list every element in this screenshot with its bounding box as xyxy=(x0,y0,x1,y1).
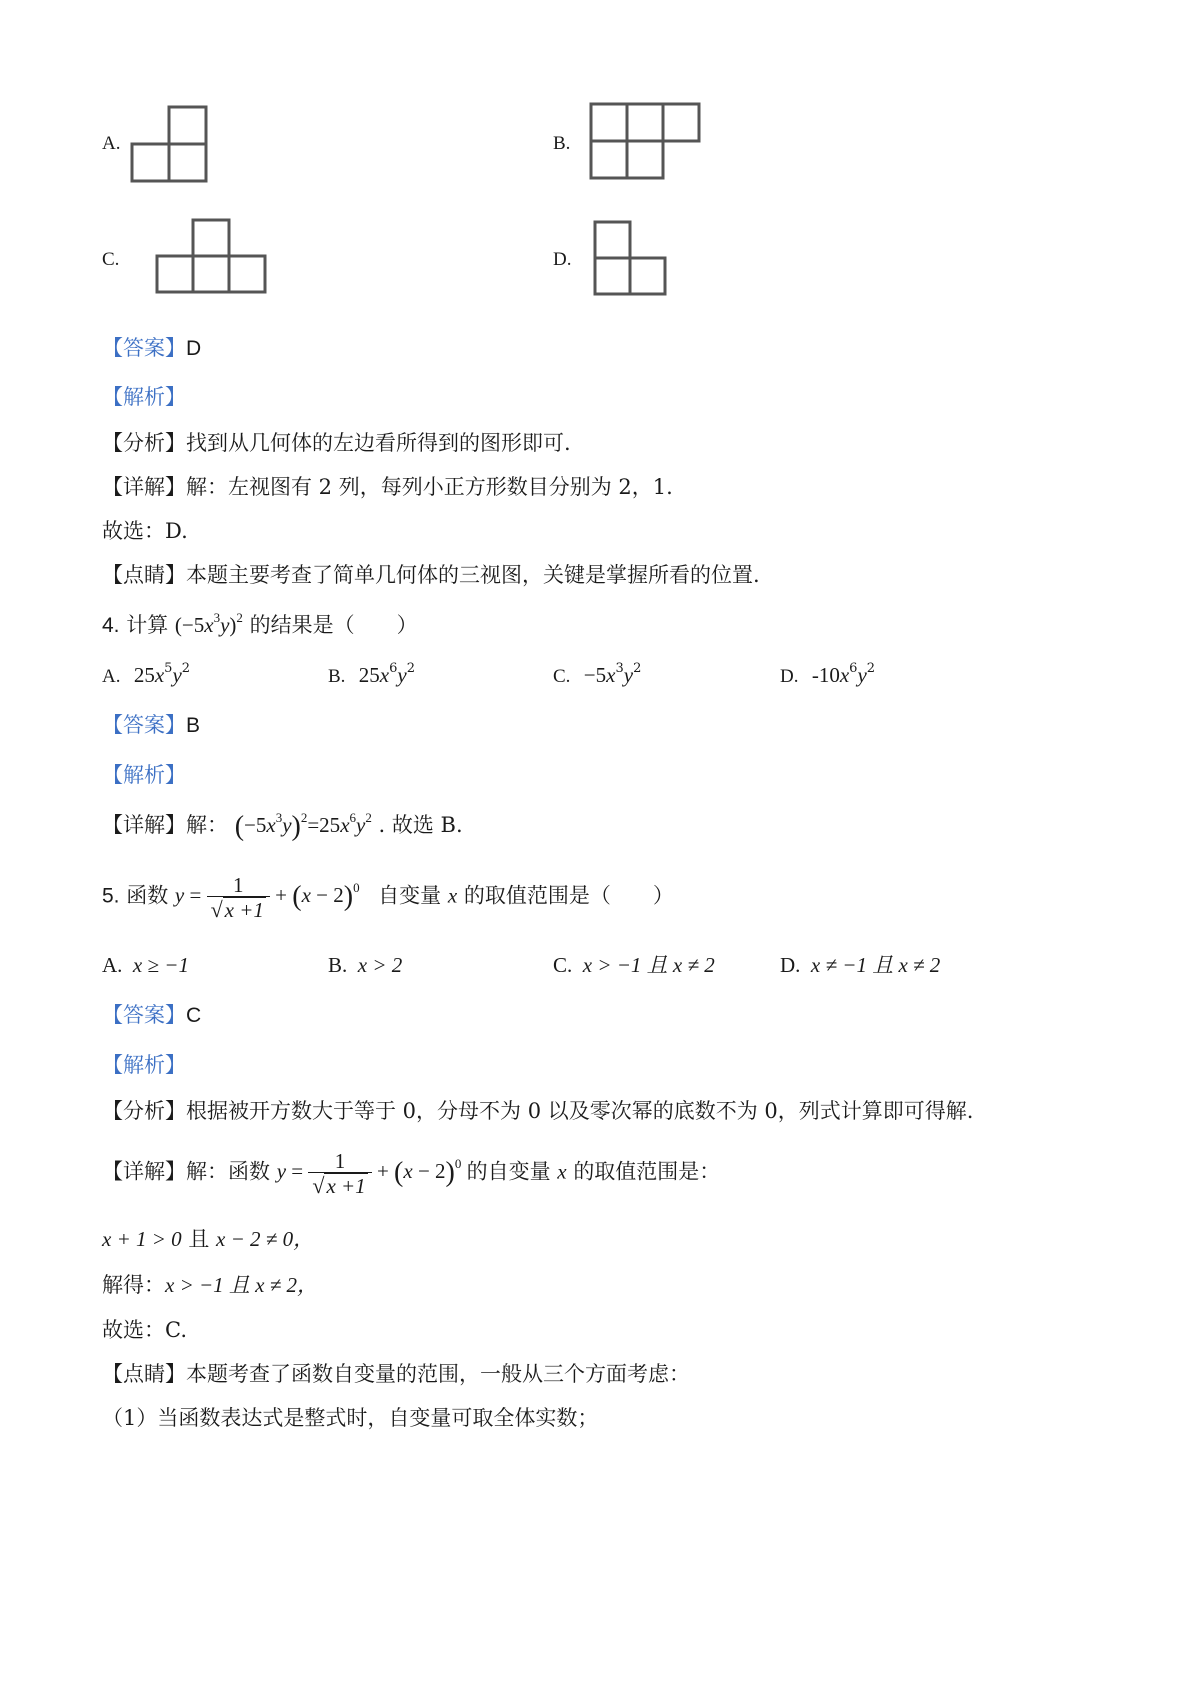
stem-expression: $(-5x^3y)^2$ xyxy=(174,610,243,637)
answer-value: B xyxy=(186,714,201,737)
fenxi-tag: 【分析】 xyxy=(102,1099,186,1123)
q5-answer xyxy=(102,1002,201,1029)
q3-answer xyxy=(102,335,201,362)
q3-dianjing xyxy=(102,562,760,588)
dianjing-tag: 【点睛】 xyxy=(102,1362,186,1386)
q4-option-b: B. $25x^6y^2$ xyxy=(328,661,416,687)
question-number: 5. xyxy=(102,884,120,908)
q3-fenxi xyxy=(102,430,571,456)
answer-tag: 【答案】 xyxy=(102,336,186,360)
q3-figure-b xyxy=(591,104,699,178)
fraction: $\frac{1}{√x +1}$ xyxy=(207,874,270,921)
stem-prefix: 函数 xyxy=(126,883,169,908)
q3-figure-d xyxy=(595,222,665,294)
question-number: 4. xyxy=(102,614,120,637)
answer-tag: 【答案】 xyxy=(102,1003,186,1027)
q4-analysis-tag: 【解析】 xyxy=(102,763,186,787)
xiangjie-tag: 【详解】 xyxy=(102,1159,186,1184)
dianjing-text: 本题主要考查了简单几何体的三视图，关键是掌握所看的位置. xyxy=(186,563,760,587)
answer-value: D xyxy=(186,337,202,360)
q5-point-1: （1）当函数表达式是整式时，自变量可取全体实数； xyxy=(102,1406,599,1430)
q5-option-a: A. x ≥ −1 xyxy=(102,953,189,977)
q5-option-d: D. x ≠ −1 且 x ≠ 2 xyxy=(780,953,941,977)
q3-xiangjie xyxy=(102,474,673,500)
q5-option-b: B. x > 2 xyxy=(328,953,403,977)
fenxi-tag: 【分析】 xyxy=(102,431,186,455)
fraction: $\frac{1}{√x +1}$ xyxy=(308,1150,371,1197)
xiangjie-tag: 【详解】 xyxy=(102,475,186,499)
q4-answer xyxy=(102,712,200,739)
q4-option-d: D. $-10x^6y^2$ xyxy=(780,661,876,687)
q5-condition: x + 1 > 0 且 x − 2 ≠ 0， xyxy=(102,1227,315,1251)
q5-option-c: C. x > −1 且 x ≠ 2 xyxy=(553,953,715,977)
xiangjie-expression: $(-5x^3y)^2=25x^6y^2$ xyxy=(234,810,372,842)
q3-option-b-label: B. xyxy=(553,133,571,154)
q5-fenxi xyxy=(102,1098,973,1124)
q5-choice: 故选：C. xyxy=(102,1318,187,1342)
q3-analysis-tag: 【解析】 xyxy=(102,385,186,409)
q5-jiede: 解得：x > −1 且 x ≠ 2， xyxy=(102,1273,319,1297)
q4-option-c: C. $-5x^3y^2$ xyxy=(553,661,642,687)
q5-stem: 5. 函数 y = $\frac{1}{√x +1}$ + $(x - 2)^0$ 自变量 x 的取值范围是（ ） xyxy=(102,873,674,922)
fenxi-text: 根据被开方数大于等于 0，分母不为 0 以及零次幂的底数不为 0，列式计算即可得解. xyxy=(186,1099,974,1123)
stem-suffix: 自变量 xyxy=(378,883,442,908)
q3-option-a-label: A. xyxy=(102,133,121,154)
dianjing-text: 本题考查了函数自变量的范围，一般从三个方面考虑： xyxy=(186,1362,690,1386)
answer-value: C xyxy=(186,1004,202,1027)
q5-xiangjie: 【详解】解：函数 y = $\frac{1}{√x +1}$ + $(x - 2)^0$ 的自变量 x 的取值范围是： xyxy=(102,1149,721,1198)
q3-option-d-label: D. xyxy=(553,249,572,270)
q3-figure-a xyxy=(132,107,206,181)
answer-tag: 【答案】 xyxy=(102,713,186,737)
dianjing-tag: 【点睛】 xyxy=(102,563,186,587)
q4-stem xyxy=(102,612,418,639)
xiangjie-expression: y = $\frac{1}{√x +1}$ + $(x - 2)^0$ xyxy=(276,1149,462,1198)
q4-xiangjie: 【详解】解： $(-5x^3y)^2=25x^6y^2$ . 故选 B. xyxy=(102,810,463,842)
q5-dianjing xyxy=(102,1361,690,1387)
q3-figure-c xyxy=(157,220,265,292)
stem-end: 的取值范围是（ ） xyxy=(463,883,674,908)
xiangjie-tag: 【详解】 xyxy=(102,813,186,837)
fenxi-text: 找到从几何体的左边看所得到的图形即可. xyxy=(186,431,571,455)
q3-option-c-label: C. xyxy=(102,249,120,270)
stem-expression: y = $\frac{1}{√x +1}$ + $(x - 2)^0$ xyxy=(174,873,360,922)
q4-option-a: A. $25x^5y^2$ xyxy=(102,661,191,687)
xiangjie-text: 解：左视图有 2 列，每列小正方形数目分别为 2，1. xyxy=(186,475,673,499)
stem-prefix: 计算 xyxy=(126,613,169,637)
q3-choice: 故选：D. xyxy=(102,519,188,543)
stem-suffix: 的结果是（ ） xyxy=(249,613,418,637)
q5-analysis-tag: 【解析】 xyxy=(102,1053,186,1077)
q3-option-figures xyxy=(0,0,1200,330)
